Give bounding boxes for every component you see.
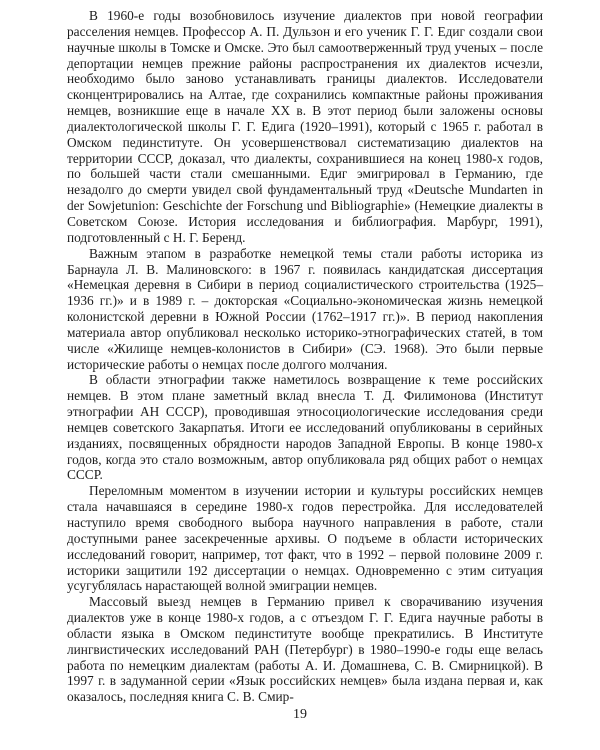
paragraph-ethnography: В области этнографии также наметилось возвращение к теме российских немцев. В этом плане заметный вклад внесла Т. Д. Филимонова (Институт этнографии АН СССР), проводившая этносоциологические исследования среди немцев советского Закарпатья. Итоги ее исследований опубликованы в серийных изданиях, посвященных обрядности народов Западной Европы. В конце 1980-х годов, когда это стало возможным, автор опубликовала ряд общих работ о немцах СССР. bbox=[67, 372, 543, 483]
paragraph-emigration: Массовый выезд немцев в Германию привел к сворачиванию изучения диалектов уже в конце 1980-х годов, а с отъездом Г. Г. Едига научные работы в области языка в Омском пединституте вообще прекратились. В Институте лингвистических исследований РАН (Петербург) в 1980–1990-е годы еще велась работа по немецким диалектам (работы А. И. Домашнева, С. В. Смирницкой). В 1997 г. в задуманной серии «Язык российских немцев» была издана первая и, как оказалось, последняя книга С. В. Смир- bbox=[67, 594, 543, 705]
main-text bbox=[67, 8, 543, 705]
paragraph-malinovsky: Важным этапом в разработке немецкой темы стали работы историка из Барнаула Л. В. Малиновского: в 1967 г. появилась кандидатская диссертация «Немецкая деревня в Сибири в период социалистического строительства (1925–1936 гг.)» и в 1989 г. – докторская «Социально-экономическая жизнь немецкой колонистской деревни в Южной России (1762–1917 гг.)». В период накопления материала автор опубликовал несколько историко-этнографических статей, в том числе «Жилище немцев-колонистов в Сибири» (СЭ. 1968). Это были первые исторические работы о немцах после долгого молчания. bbox=[67, 245, 543, 372]
page-number: 19 bbox=[293, 707, 307, 722]
paragraph-perestroika: Переломным моментом в изучении истории и культуры российских немцев стала начавшаяся в середине 1980-х годов перестройка. Для исследователей наступило время свободного выбора научного направления в работе, стали доступными ранее засекреченные архивы. О подъеме в области исторических исследований говорит, например, тот факт, что в 1992 – первой половине 2009 г. историки защитили 192 диссертации о немцах. Одновременно с этим ситуация усугублялась нарастающей волной эмиграции немцев. bbox=[67, 483, 543, 594]
paragraph-dialect-schools: В 1960-е годы возобновилось изучение диалектов при новой географии расселения немцев. Профессор А. П. Дульзон и его ученик Г. Г. Едиг создали свои научные школы в Томске и Омске. Это был самоотверженный труд ученых – после депортации немцев прежние районы распространения их диалектов исчезли, необходимо было заново устанавливать границы диалектов. Исследователи сконцентрировались на Алтае, где сохранились компактные районы проживания немцев, возникшие еще в начале XX в. В этот период были заложены основы диалектологической школы Г. Г. Едига (1920–1991), который с 1965 г. работал в Омском пединституте. Он усовершенствовал систематизацию диалектов на территории СССР, доказал, что диалекты, сохранившиеся на конец 1980-х годов, по большей части стали смешанными. Едиг эмигрировал в Германию, где незадолго до смерти увидел свой фундаментальный труд «Deutsche Mundarten in der Sowjetunion: Geschichte der Forschung und Bibliographie» (Немецкие диалекты в Советском Союзе. История исследования и библиография. Марбург, 1991), подготовленный с Н. Г. Беренд. bbox=[67, 8, 543, 245]
